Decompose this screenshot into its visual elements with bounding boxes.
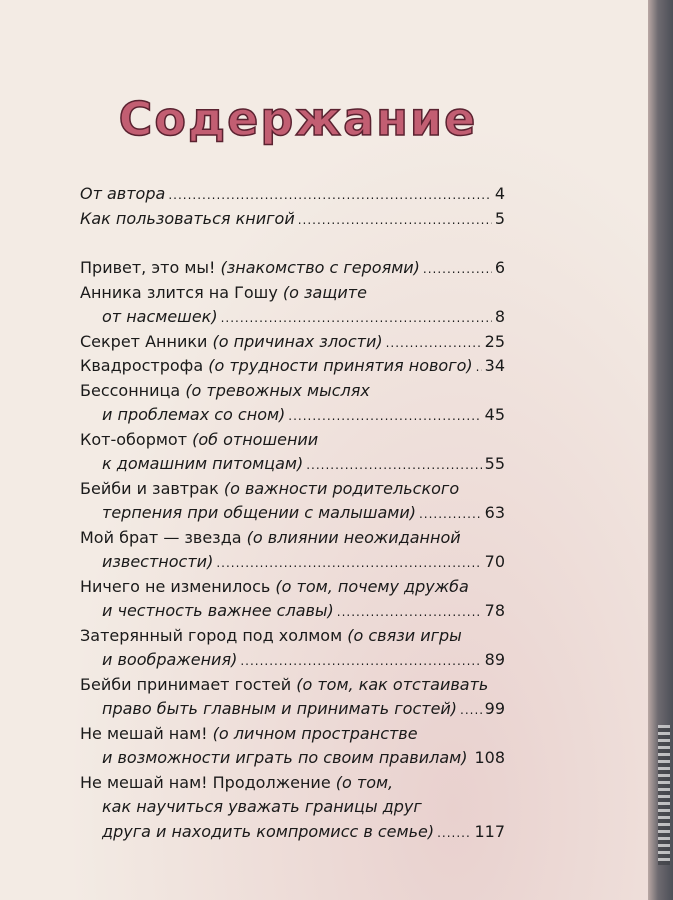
- toc-entry-subtitle: (о том,: [335, 772, 394, 792]
- toc-entry-line: [80, 820, 505, 845]
- toc-entry-subtitle: и проблемах со сном): [102, 405, 286, 424]
- toc-entry-line: [80, 452, 505, 477]
- toc-page-number: 45: [484, 405, 505, 424]
- toc-entry: [80, 256, 505, 281]
- dot-leader: [386, 331, 482, 356]
- toc-page-number: 8: [494, 307, 505, 326]
- toc-entry: [80, 207, 505, 232]
- toc-entry-title: Бейби принимает гостей: [80, 674, 297, 694]
- toc-page-number: 55: [484, 454, 505, 473]
- dot-leader: [288, 404, 481, 429]
- toc-entry-line: [80, 526, 505, 551]
- dot-leader: [419, 502, 482, 527]
- toc-entry-subtitle: (о влиянии неожиданной: [246, 527, 461, 547]
- toc-entry-line: [80, 795, 505, 820]
- dot-leader: [168, 183, 492, 208]
- toc-entry-line: [80, 501, 505, 526]
- toc-entry: [80, 771, 505, 845]
- dot-leader: [298, 208, 492, 233]
- dot-leader: [470, 747, 471, 772]
- dot-leader: [240, 649, 481, 674]
- toc-page-number: 4: [494, 184, 505, 203]
- toc-entry-subtitle: и воображения): [102, 650, 238, 669]
- dot-leader: [437, 821, 471, 846]
- toc-entry-line: [80, 354, 505, 379]
- toc-entry-title: Бейби и завтрак: [80, 478, 224, 498]
- toc-entry-line: [80, 722, 505, 747]
- toc-entry-title: Анника злится на Гошу: [80, 282, 283, 302]
- toc-entry: [80, 526, 505, 575]
- toc-page-number: 78: [484, 601, 505, 620]
- toc-entry: [80, 330, 505, 355]
- dot-leader: [221, 306, 492, 331]
- toc-entry-line: [80, 624, 505, 649]
- toc-entry-title: Затерянный город под холмом: [80, 625, 348, 645]
- toc-entry-subtitle: От автора: [80, 184, 166, 203]
- toc-entry-subtitle: (о трудности принятия нового): [208, 356, 473, 375]
- toc-entry-subtitle: и честность важнее славы): [102, 601, 334, 620]
- toc-entry: [80, 428, 505, 477]
- toc-page-number: 99: [484, 699, 505, 718]
- section-gap: [80, 231, 505, 256]
- toc-entry-subtitle: известности): [102, 552, 214, 571]
- toc-entry-line: [80, 771, 505, 796]
- toc-intro-section: [80, 182, 505, 231]
- toc-entry-line: [80, 379, 505, 404]
- toc-entry-subtitle: к домашним питомцам): [102, 454, 304, 473]
- toc-entry-line: [80, 599, 505, 624]
- toc-entry-title: Бессонница: [80, 380, 186, 400]
- toc-entry: [80, 624, 505, 673]
- toc-entry: [80, 722, 505, 771]
- toc-entry-title: Ничего не изменилось: [80, 576, 276, 596]
- toc-entry: [80, 281, 505, 330]
- dot-leader: [476, 355, 482, 380]
- toc-entry-title: Не мешай нам!: [80, 723, 213, 743]
- toc-entry-subtitle: (об отношении: [192, 429, 319, 449]
- toc-entry-line: [80, 746, 505, 771]
- toc-entry: [80, 673, 505, 722]
- toc-entry-line: [80, 648, 505, 673]
- toc-page-number: 117: [474, 821, 505, 841]
- toc-entry-subtitle: (о причинах злости): [212, 331, 383, 351]
- toc-entry-subtitle: и возможности играть по своим правилам): [102, 748, 468, 767]
- toc-entry-title: Не мешай нам! Продолжение: [80, 772, 336, 792]
- toc-entry-line: [80, 428, 505, 453]
- toc-entry-line: [80, 207, 505, 232]
- toc-entry: [80, 379, 505, 428]
- toc-entry-line: [80, 575, 505, 600]
- toc-entry-line: [80, 550, 505, 575]
- toc-entry-subtitle: (знакомство с героями): [220, 258, 420, 277]
- page-title: Содержание: [118, 92, 478, 146]
- toc-page-number: 34: [484, 356, 505, 375]
- toc-entry-subtitle: друга и находить компромисс в семье): [102, 821, 435, 841]
- dot-leader: [337, 600, 482, 625]
- dot-leader: [306, 453, 481, 478]
- toc-entry-subtitle: (о том, как отстаивать: [296, 674, 489, 694]
- page-edge-marks: [658, 725, 670, 865]
- toc-entry-subtitle: (о важности родительского: [223, 478, 460, 498]
- toc-entry: [80, 575, 505, 624]
- toc-page-number: 89: [484, 650, 505, 669]
- toc-entry-title: Мой брат — звезда: [80, 527, 247, 547]
- toc-entry: [80, 354, 505, 379]
- toc-entry: [80, 477, 505, 526]
- toc-entry-line: [80, 256, 505, 281]
- toc-page-number: 70: [484, 552, 505, 571]
- toc-entry-line: [80, 281, 505, 306]
- toc-entry-line: [80, 477, 505, 502]
- toc-chapters-section: [80, 256, 505, 844]
- toc-entry-subtitle: (о личном пространстве: [212, 723, 418, 743]
- toc-entry-line: [80, 330, 505, 355]
- toc-entry-subtitle: (о тревожных мыслях: [185, 380, 370, 400]
- toc-page-number: 108: [474, 748, 505, 767]
- toc-entry-line: [80, 673, 505, 698]
- toc-entry-line: [80, 697, 505, 722]
- table-of-contents: [80, 182, 505, 844]
- toc-entry-title: Привет, это мы!: [80, 258, 221, 277]
- toc-entry-subtitle: терпения при общении с малышами): [102, 503, 416, 522]
- toc-page-number: 5: [494, 208, 505, 228]
- dot-leader: [216, 551, 481, 576]
- toc-entry-subtitle: как научиться уважать границы друг: [102, 797, 422, 816]
- dot-leader: [460, 698, 482, 723]
- toc-entry-subtitle: (о защите: [282, 282, 367, 302]
- dot-leader: [423, 257, 492, 282]
- toc-entry-title: Секрет Анники: [80, 331, 213, 351]
- toc-page-number: 25: [484, 331, 505, 351]
- toc-entry-subtitle: (о том, почему дружба: [275, 576, 469, 596]
- toc-entry-title: Кот-обормот: [80, 429, 193, 449]
- toc-entry-subtitle: от насмешек): [102, 307, 218, 326]
- toc-entry-line: [80, 305, 505, 330]
- toc-entry-title: Квадрострофа: [80, 356, 209, 375]
- toc-entry-line: [80, 403, 505, 428]
- toc-entry: [80, 182, 505, 207]
- toc-entry-line: [80, 182, 505, 207]
- toc-page-number: 6: [494, 258, 505, 277]
- toc-entry-subtitle: (о связи игры: [347, 625, 462, 645]
- toc-entry-subtitle: Как пользоваться книгой: [80, 208, 295, 228]
- toc-entry-subtitle: право быть главным и принимать гостей): [102, 699, 458, 718]
- toc-page-number: 63: [484, 503, 505, 522]
